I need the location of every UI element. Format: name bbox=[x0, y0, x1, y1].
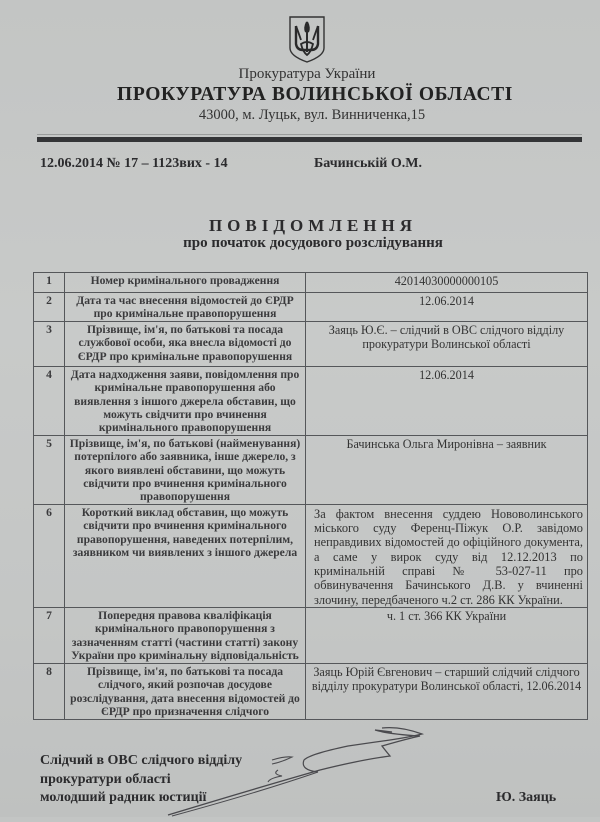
row-label: Прізвище, ім'я, по батькові та посада слідчого, який розпочав досудове розслідування, дата внесення відомостей до ЄРДР про призначення слідчого bbox=[65, 663, 306, 719]
row-number: 6 bbox=[34, 504, 65, 607]
table-row bbox=[34, 366, 588, 435]
row-number: 2 bbox=[34, 293, 65, 322]
row-number: 4 bbox=[34, 366, 65, 435]
row-value: За фактом внесення суддею Нововолинського міського суду Ференц-Піжук О.Р. завідомо неправдивих відомостей до офіційного документа, а саме у вирок суду від 12.12.2013 по кримінальній справі № 53-027-11 про обвинувачення Бачинського Д.В. у вчиненні злочину, передбаченого ч.2 ст. 286 КК України. bbox=[306, 504, 588, 607]
table-row bbox=[34, 293, 588, 322]
table-row bbox=[34, 607, 588, 663]
document-subtitle: про початок досудового розслідування bbox=[183, 235, 443, 251]
row-number: 3 bbox=[34, 321, 65, 366]
org-subtitle: Прокуратура України bbox=[238, 66, 376, 82]
document-title: ПОВІДОМЛЕННЯ bbox=[208, 216, 418, 235]
row-value: Бачинська Ольга Миронівна – заявник bbox=[306, 435, 588, 504]
ukraine-coat-of-arms-icon bbox=[287, 14, 327, 64]
org-address: 43000, м. Луцьк, вул. Винниченка,15 bbox=[198, 107, 426, 123]
row-label: Прізвище, ім'я, по батькові та посада службової особи, яка внесла відомості до ЄРДР про кримінальне правопорушення bbox=[65, 321, 306, 366]
row-label: Дата та час внесення відомостей до ЄРДР про кримінальне правопорушення bbox=[65, 293, 306, 322]
row-value: Заяць Ю.Є. – слідчий в ОВС слідчого відділу прокуратури Волинської області bbox=[306, 321, 588, 366]
investigation-details-table bbox=[33, 272, 588, 720]
table-row bbox=[34, 321, 588, 366]
outgoing-reference-number: 12.06.2014 № 17 – 1123вих - 14 bbox=[40, 156, 228, 171]
row-label: Попередня правова кваліфікація кримінального правопорушення з зазначенням статті (частини статті) закону України про кримінальну відповідальність bbox=[65, 607, 306, 663]
row-label: Прізвище, ім'я, по батькові (найменування) потерпілого або заявника, інше джерело, з якого виявлені обставини, що можуть свідчити про вчинення кримінального правопорушення bbox=[65, 435, 306, 504]
addressee: Бачинській О.М. bbox=[314, 156, 422, 171]
signer-name: Ю. Заяць bbox=[496, 790, 557, 805]
row-value: 12.06.2014 bbox=[306, 366, 588, 435]
letterhead-rule-thin bbox=[37, 134, 582, 135]
letterhead-rule-thick bbox=[37, 137, 582, 142]
table-row bbox=[34, 273, 588, 293]
row-number: 8 bbox=[34, 663, 65, 719]
org-title: ПРОКУРАТУРА ВОЛИНСЬКОЇ ОБЛАСТІ bbox=[117, 84, 513, 105]
signatory-position bbox=[40, 752, 242, 808]
row-value: ч. 1 ст. 366 КК України bbox=[306, 607, 588, 663]
row-label: Дата надходження заяви, повідомлення про кримінальне правопорушення або виявлення з іншого джерела обставин, що можуть свідчити про вчинення кримінального правопорушення bbox=[65, 366, 306, 435]
table-row bbox=[34, 435, 588, 504]
row-value: Заяць Юрій Євгенович – старший слідчий слідчого відділу прокуратури Волинської області, 12.06.2014 bbox=[306, 663, 588, 719]
position-line-3: молодший радник юстиції bbox=[40, 790, 207, 805]
row-number: 5 bbox=[34, 435, 65, 504]
row-label: Короткий виклад обставин, що можуть свідчити про вчинення кримінального правопорушення, наведених потерпілим, заявником чи виявлених з іншого джерела bbox=[65, 504, 306, 607]
table-row bbox=[34, 504, 588, 607]
row-value: 12.06.2014 bbox=[306, 293, 588, 322]
table-row bbox=[34, 663, 588, 719]
row-label: Номер кримінального провадження bbox=[65, 273, 306, 293]
row-value: 42014030000000105 bbox=[306, 273, 588, 293]
position-line-2: прокуратури області bbox=[40, 771, 171, 787]
row-number: 1 bbox=[34, 273, 65, 293]
position-line-1: Слідчий в ОВС слідчого відділу bbox=[40, 753, 243, 768]
row-number: 7 bbox=[34, 607, 65, 663]
